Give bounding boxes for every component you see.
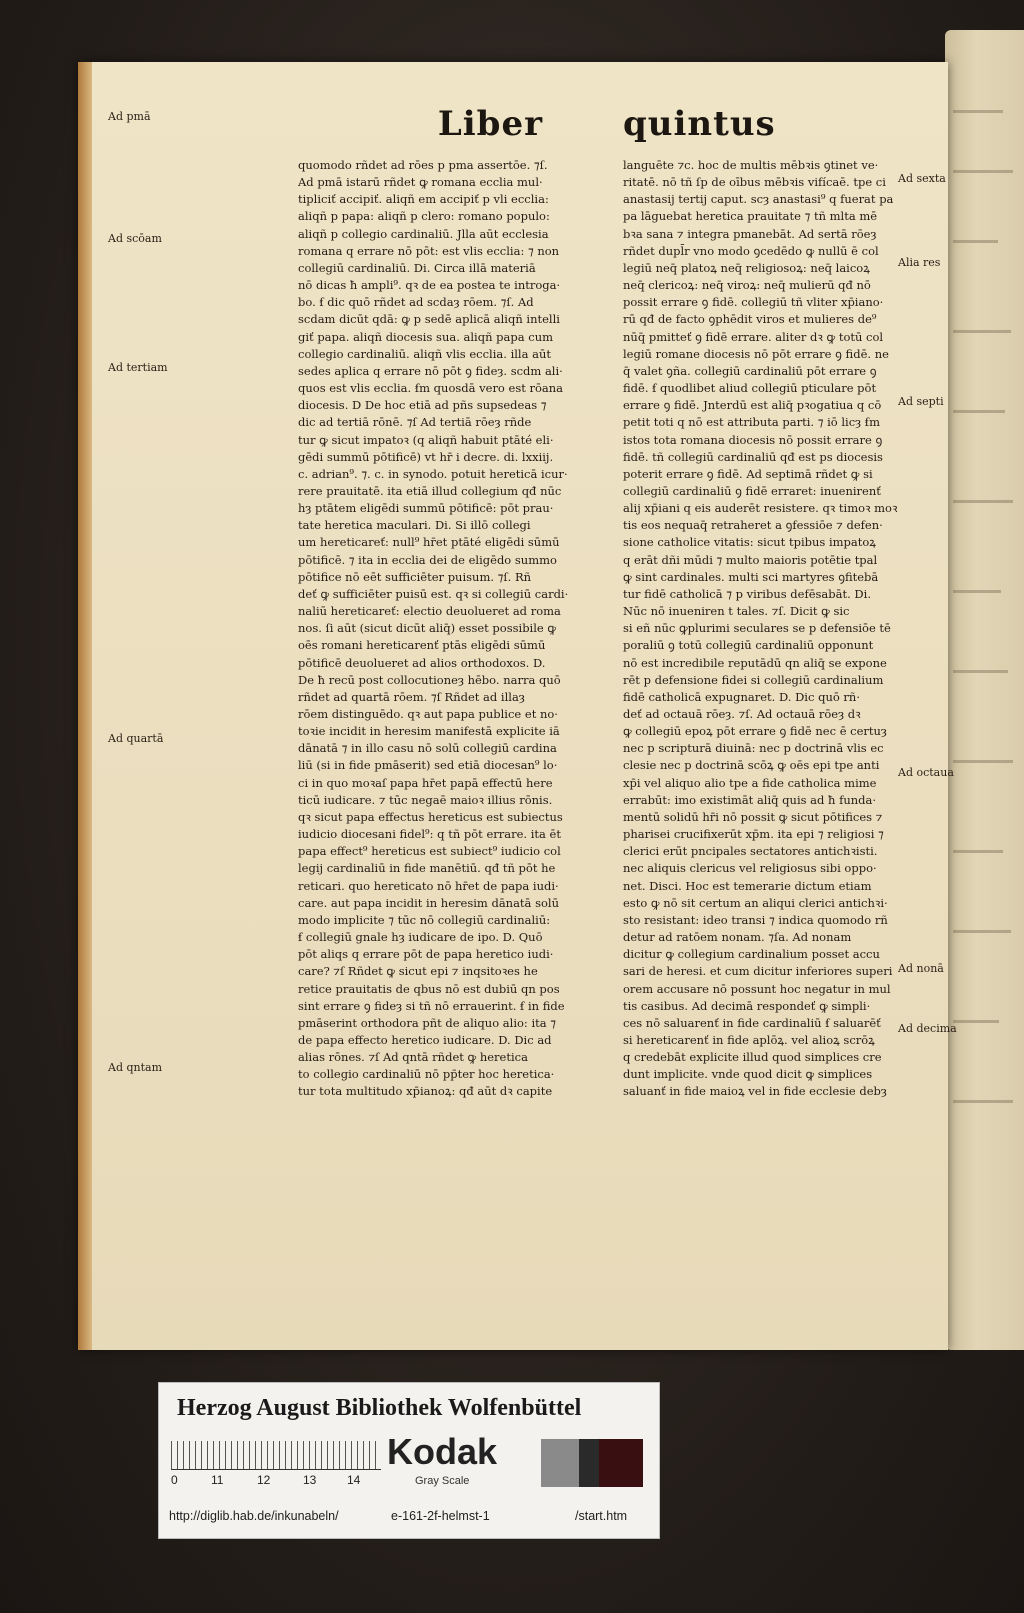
text-line: naliū hereticareť: electio deuolueret ad roma (298, 604, 561, 619)
text-line: pōtificē. ⁊ ita in ecclia dei de eligēdo summo (298, 552, 557, 567)
text-line: papa effect⁹ hereticus est subiect⁹ iudicio col (298, 844, 561, 859)
text-line: Nūc nō inueniren t tales. ⁊ſ. Dicit ꝙ sic (623, 604, 850, 619)
text-line: um hereticareť: null⁹ hr̄et ptāté eligēdi sūmū (298, 535, 560, 550)
text-line: nō est incredibile reputādū qn aliq̄ se expone (623, 655, 887, 670)
text-line: diocesis. D De hoc etiā ad pñs supsedeas ⁊ (298, 398, 547, 413)
text-line: neq̄ clericoꝝ: neq̄ viroꝝ: neq̄ mulierū qđ nō (623, 278, 871, 293)
text-line: sione catholice vitatis: sicut tpibus impatoꝝ (623, 535, 876, 550)
text-line: nō dicas ħ ampli⁹. qꝛ de ea postea te introga· (298, 278, 561, 293)
text-line: petit toti q nō est attributa parti. ⁊ iō licȝ ẜm (623, 415, 880, 430)
text-line: q erāt dñi mūdi ⁊ multo maioris potētie tpal (623, 552, 878, 567)
facing-page-edge (945, 30, 1024, 1350)
text-line: pharisei crucifixerūt xp̄m. ita epi ⁊ religiosi ⁊ (623, 827, 884, 842)
text-line: tipliciť accipiť. aliqñ em accipiť p vli ecclia: (298, 192, 549, 207)
running-head (78, 104, 948, 154)
text-line: retice prauitatis de qbus nō est dubiū qn pos (298, 981, 560, 996)
text-line: rñdet ad quartā rōem. ⁊ſ Rñdet ad illaȝ (298, 689, 525, 704)
margin-note: Ad septi (898, 395, 944, 408)
running-head-right: quintus (623, 104, 776, 144)
margin-note: Ad tertiam (108, 361, 168, 374)
text-line: dic ad tertiā rōnē. ⁊ſ Ad tertiā rōeȝ rñde (298, 415, 532, 430)
url-base: http://diglib.hab.de/inkunabeln/ (169, 1509, 339, 1523)
margin-note: Alia res (898, 256, 941, 269)
text-line: liū (si in fide pmāserit) sed etiā diocesan⁹ lo· (298, 758, 558, 773)
text-line: q credebāt explicite illud quod simplices cre (623, 1050, 882, 1065)
text-line: tur tota multitudo xp̄ianoꝝ: qđ aūt dꝛ capite (298, 1084, 553, 1099)
text-line: sto resistant: ideo transi ⁊ indica quomodo rñ (623, 912, 888, 927)
margin-note: Ad pmā (108, 110, 151, 123)
margin-note: Ad qntam (108, 1061, 163, 1074)
text-line: dunt implicite. vnde quod dicit ꝙ simplices (623, 1067, 873, 1082)
url-id: e-161-2f-helmst-1 (391, 1509, 490, 1523)
text-line: clesie nec p doctrinā scōꝝ ꝙ oēs epi tpe anti (623, 758, 880, 773)
text-line: q̄ valet ꝯña. collegiū cardinaliū pōt errare ꝯ (623, 363, 877, 378)
text-line: scdam dicūt qdā: ꝙ p sedē aplicā aliqñ intelli (298, 312, 560, 327)
text-line: tis eos nequaq̄ retraheret a ꝯfessiōe ⁊ defen· (623, 518, 883, 533)
text-line: pmāserint orthodora pñt de aliquo alio: ita ⁊ (298, 1015, 556, 1030)
text-line: oēs romani hereticarenť ptās eligēdi sūmū (298, 638, 546, 653)
text-line: quomodo rñdet ad rōes p pma assertōe. ⁊ſ. (298, 158, 548, 172)
gray-swatch-dark (579, 1439, 599, 1487)
text-line: to collegio cardinaliū nō pp̄ter hoc heretica· (298, 1067, 555, 1082)
text-line: collegio cardinaliū. aliqñ vlis ecclia. illa aūt (298, 346, 551, 361)
text-line: errabūt: imo existimāt aliq̄ quis ad ħ funda· (623, 792, 877, 807)
text-line: ꝙ collegiū epoꝝ pōt errare ꝯ fidē nec ē certuȝ (623, 724, 887, 739)
text-line: ticū iudicare. ⁊ tūc negaē maioꝛ illius rōnis. (298, 792, 553, 807)
text-line: clerici erūt pncipales sectatores antichꝛisti. (623, 844, 878, 859)
margin-note: Ad scōam (108, 232, 162, 245)
text-line: nos. ſi aūt (sicut dicūt aliq̄) esset possibile ꝙ (298, 621, 557, 636)
ruler-scale (171, 1441, 381, 1470)
text-line: ci in quo moꝛaſ papa hr̄et papā effectū here (298, 775, 553, 790)
text-line: mentū solidū hr̄i nō possit ꝙ sicut pōtifices ⁊ (623, 809, 883, 824)
text-line: pōtificē deuolueret ad alios orthodoxos. D. (298, 655, 546, 670)
text-line: poterit errare ꝯ fidē. Ad septimā rñdet ꝙ si (623, 466, 873, 481)
gray-swatch-light (541, 1439, 579, 1487)
text-line: sedes aplica q errare nō pōt ꝯ fideȝ. scdm ali· (298, 363, 563, 378)
text-line: bꝛa sana ⁊ integra pmanebāt. Ad sertā rōeȝ (623, 226, 877, 241)
text-line: nūq̄ pmitteť ꝯ fidē errare. aliter dꝛ ꝙ totū col (623, 329, 884, 344)
text-line: ritatē. nō tñ ſp de oībus mēbꝛis vifícaē. tpe ci (623, 175, 886, 190)
text-line: istos tota romana diocesis nō possit errare ꝯ (623, 432, 883, 447)
running-head-left: Liber (437, 104, 543, 144)
text-line: detur ad ratōem nonam. ⁊ſa. Ad nonam (623, 930, 852, 945)
text-line: legiū romane diocesis nō pōt errare ꝯ fidē. ne (623, 346, 889, 361)
text-line: rere prauitatē. ita etiā illud collegium qđ nūc (298, 483, 562, 498)
text-line: possit errare ꝯ fidē. collegiū tñ vliter xp̄iano· (623, 295, 884, 310)
text-line: ces nō saluarenť in fide cardinaliū ẜ saluarēť (623, 1015, 881, 1030)
text-line: fidē. ẜ quodlibet aliud collegiū pticulare pōt (623, 381, 877, 396)
text-line: pa lāguebat heretica prauitate ⁊ tñ mlta mē (623, 209, 878, 224)
text-line: aliqñ p papa: aliqñ p clero: romano populo: (298, 209, 550, 224)
text-line: legiū neq̄ platoꝝ neq̄ religiosoꝝ: neq̄ laicoꝝ (623, 260, 870, 275)
text-line: tur fidē catholicā ⁊ p viribus defēsabāt. Di. (623, 586, 871, 601)
text-line: giť papa. aliqñ diocesis sua. aliqñ papa cum (298, 329, 553, 344)
ruler-number: 11 (211, 1473, 224, 1487)
text-line: dānatā ⁊ in illo casu nō solū collegiū cardina (298, 741, 557, 756)
text-line: xp̄i vel aliquo alio tpe a fide catholica mime (623, 775, 877, 790)
text-line: pōt aliqs q errare pōt de papa heretico iudi· (298, 947, 554, 962)
text-line: legij cardinaliū in fide manētiū. qđ tñ pōt he (298, 861, 556, 876)
text-line: collegiū cardinaliū ꝯ fidē erraret: inuenirenť (623, 483, 881, 498)
text-line: qꝛ sicut papa effectus hereticus est subiectus (298, 809, 563, 824)
text-line: deť ꝙ sufficiēter puisū est. qꝛ si collegiū cardi· (298, 586, 569, 601)
text-line: sint errare ꝯ fideȝ si tñ nō errauerint. ẜ in fide (298, 998, 565, 1013)
text-line: rēt p defensione fidei si collegiū cardinalium (623, 672, 884, 687)
text-line: rñdet dupl̄r vno modo ꝯcedēdo ꝙ nullū ē col (623, 243, 879, 258)
text-line: tur ꝙ sicut impatoꝛ (q aliqñ habuit ptāté eli· (298, 432, 554, 447)
text-line: si hereticarenť in fide aplōꝝ. vel alioꝝ scrōꝝ (623, 1032, 875, 1047)
kodak-logo: Kodak (387, 1431, 498, 1472)
text-line: sari de heresi. et cum dicitur inferiores superi (623, 964, 893, 979)
text-line: tis casibus. Ad decimā respondeť ꝙ simpli· (623, 998, 871, 1013)
text-line: bo. ẜ dic quō rñdet ad scdaȝ rōem. ⁊ſ. Ad (298, 295, 534, 310)
text-line: nec p scripturā diuinā: nec p doctrinā vlis ec (623, 741, 884, 756)
text-line: nec aliquis clericus vel religiosus sibi oppo· (623, 861, 877, 876)
gray-scale-label: Gray Scale (415, 1475, 470, 1487)
text-line: deť ad octauā rōeȝ. ⁊ſ. Ad octauā rōeȝ dꝛ (623, 707, 861, 721)
text-line: fidē. tñ collegiū cardinaliū qđ est ps diocesis (623, 449, 883, 464)
ruler-number: 13 (303, 1473, 317, 1487)
margin-note: Ad quartā (108, 732, 164, 745)
text-line: alij xp̄iani q eis auderēt resistere. qꝛ timoꝛ moꝛ (623, 501, 898, 516)
color-calibration-card (158, 1382, 660, 1539)
text-line: collegiū cardinaliū. Di. Circa illā materiā (298, 260, 536, 275)
text-line: gēdi summū pōtificē) vt hr̄ i decre. di. lxxiij. (298, 449, 554, 464)
left-text-column (298, 157, 598, 1101)
text-line: errare ꝯ fidē. Jnterdū est aliq̄ pꝛogatiua q cō (623, 398, 882, 413)
text-line: poraliū ꝯ totū collegiū cardinaliū opponunt (623, 638, 874, 653)
text-line: c. adrian⁹. ⁊. c. in synodo. potuit hereticā icur· (298, 466, 568, 481)
margin-note: Ad octaua (898, 766, 954, 779)
right-text-column (623, 157, 923, 1101)
book-page (78, 62, 948, 1350)
red-swatch (599, 1439, 643, 1487)
text-line: anastasij tertij caput. scȝ anastasi⁹ q fuerat pa (623, 192, 894, 207)
text-line: net. Disci. Hoc est temerarie dictum etiam (623, 878, 872, 893)
text-line: de papa effecto heretico iudicare. D. Dic ad (298, 1032, 552, 1047)
text-line: fidē catholicā expugnaret. D. Dic quō rñ· (623, 689, 860, 704)
margin-note: Ad nonā (898, 962, 944, 975)
text-line: dicitur ꝙ collegium cardinalium posset accu (623, 947, 880, 962)
text-line: rū qđ de facto ꝯphēdit viros et mulieres de⁹ (623, 312, 877, 327)
url-suffix: /start.htm (575, 1509, 628, 1523)
text-line: Ad pmā istarū rñdet ꝙ romana ecclia mul· (298, 175, 543, 190)
text-line: rōem distinguēdo. qꝛ aut papa publice et no· (298, 707, 558, 721)
margin-note: Ad decima (898, 1022, 957, 1035)
text-line: pōtifice nō eēt sufficiēter puisum. ⁊ſ. Rñ (298, 569, 532, 584)
text-line: ẜ collegiū gnale hȝ iudicare de ipo. D. Quō (298, 930, 543, 945)
text-line: quos est vlis ecclia. ẜm quosdā vero est rōana (298, 381, 564, 396)
text-line: care? ⁊ſ Rñdet ꝙ sicut epi ⁊ inqsitoꝛes he (298, 964, 538, 979)
margin-note: Ad sexta (898, 172, 946, 185)
text-line: ꝙ sint cardinales. multi sci martyres ꝯfitebā (623, 569, 879, 584)
text-line: languēte ⁊c. hoc de multis mēbꝛis ꝯtinet ve· (623, 158, 879, 172)
text-line: tate heretica maculari. Di. Si illō collegi (298, 518, 531, 533)
text-line: alias rōnes. ⁊ſ Ad qntā rñdet ꝙ heretica (298, 1050, 528, 1065)
library-name: Herzog August Bibliothek Wolfenbüttel (177, 1395, 582, 1421)
ruler-number: 0 (171, 1473, 178, 1487)
ruler-number: 12 (257, 1473, 271, 1487)
text-line: De ħ recū post collocutioneȝ hēbo. narra quō (298, 672, 561, 687)
text-line: romana q errare nō pōt: est vlis ecclia: ⁊ non (298, 243, 560, 258)
text-line: hȝ ptātem eligēdi summū pōtificē: pōt prau· (298, 501, 554, 516)
text-line: reticari. quo hereticato nō hr̄et de papa iudi· (298, 878, 559, 893)
text-line: toꝛie incidit in heresim manifestā explicite iā (298, 724, 560, 739)
text-line: si eñ nūc ꝙplurimi seculares se p defensiōe tē (623, 621, 891, 636)
text-line: esto ꝙ nō sit certum an aliqui clerici antichꝛi· (623, 895, 888, 910)
text-line: orem accusare nō possunt hoc negatur in mul (623, 981, 891, 996)
text-line: aliqñ p collegio cardinaliū. Jlla aūt ecclesia (298, 226, 549, 241)
text-line: saluanť in fide maioꝝ vel in fide ecclesie debȝ (623, 1084, 887, 1099)
text-line: care. aut papa incidit in heresim dānatā solū (298, 895, 559, 910)
text-line: iudicio diocesani fidel⁹: q tñ pōt errare. ita ēt (298, 827, 561, 842)
text-line: modo implicite ⁊ tūc nō collegiū cardinaliū: (298, 912, 551, 927)
ruler-number: 14 (347, 1473, 361, 1487)
